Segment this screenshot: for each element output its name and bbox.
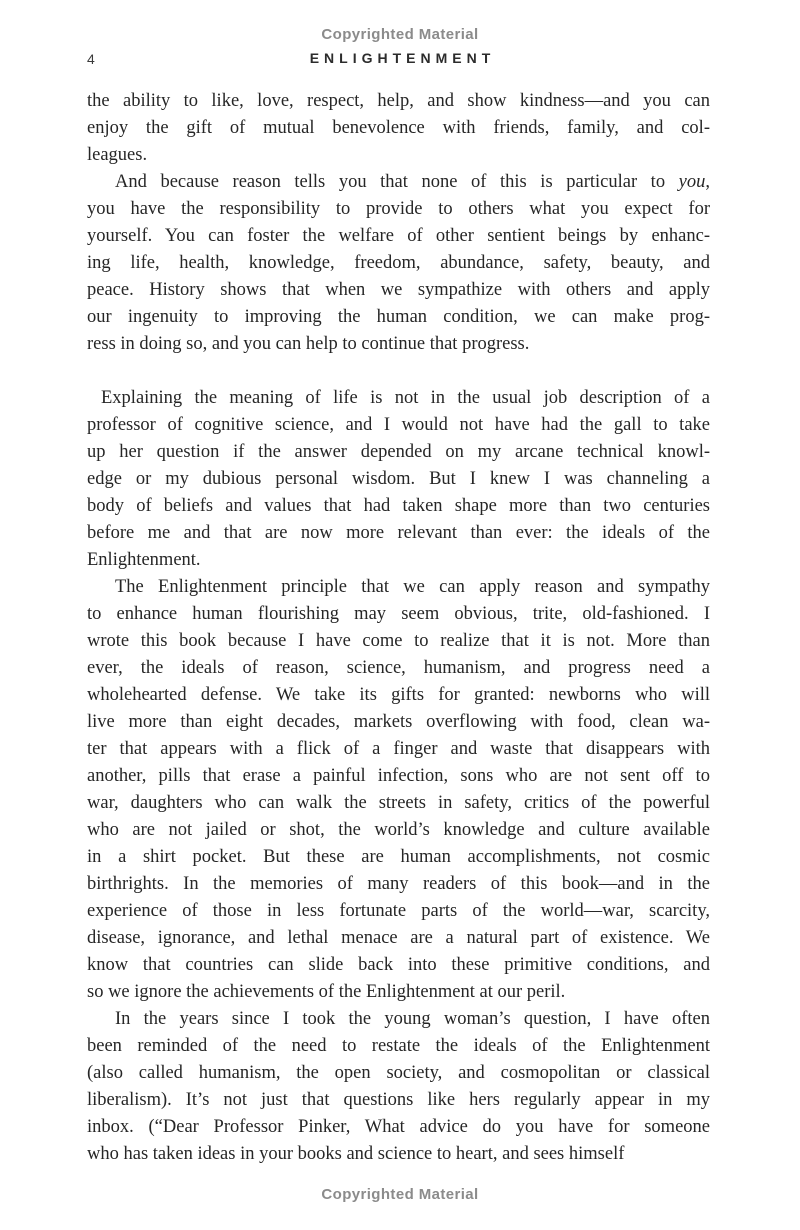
text-line: before me and that are now more relevant than ever: the ideals of the [87,523,710,543]
page-number: 4 [87,51,95,67]
text-line: up her question if the answer depended on my arcane technical knowl- [87,442,710,462]
text-line: war, daughters who can walk the streets in safety, critics of the powerful [87,793,710,813]
running-head: ENLIGHTENMENT [309,50,496,66]
text-line: ter that appears with a flick of a finger and waste that disappears with [87,739,710,759]
text-line: who has taken ideas in your books and science to heart, and sees himself [87,1144,625,1164]
text-line: In the years since I took the young woman’s question, I have often [115,1009,710,1029]
text-line: in a shirt pocket. But these are human accomplishments, not cosmic [87,847,710,867]
text-line: ing life, health, knowledge, freedom, abundance, safety, beauty, and [87,253,710,273]
text-line: know that countries can slide back into these primitive conditions, and [87,955,710,975]
copyright-notice-bottom: Copyrighted Material [321,1186,479,1203]
text-line: wrote this book because I have come to realize that it is not. More than [87,631,710,651]
text-line: The Enlightenment principle that we can apply reason and sympathy [115,577,710,597]
text-line: leagues. [87,145,148,165]
text-line: our ingenuity to improving the human condition, we can make prog- [87,307,710,327]
text-line: ever, the ideals of reason, science, humanism, and progress need a [87,658,710,678]
text-line: Explaining the meaning of life is not in the usual job description of a [101,388,710,408]
body-text [87,88,710,1168]
text-line: to enhance human flourishing may seem obvious, trite, old-fashioned. I [87,604,710,624]
text-line: the ability to like, love, respect, help, and show kindness—and you can [87,91,710,111]
text-line: enjoy the gift of mutual benevolence with friends, family, and col- [87,118,710,138]
text-line: birthrights. In the memories of many readers of this book—and in the [87,874,710,894]
text-line: yourself. You can foster the welfare of other sentient beings by enhanc- [87,226,710,246]
page-header [0,50,800,68]
paragraph [87,385,710,574]
text-line: another, pills that erase a painful infection, sons who are not sent off to [87,766,710,786]
text-line: (also called humanism, the open society, and cosmopolitan or classical [87,1063,710,1083]
text-line: ress in doing so, and you can help to continue that progress. [87,334,530,354]
text-line: edge or my dubious personal wisdom. But I knew I was channeling a [87,469,710,489]
text-line: you have the responsibility to provide to others what you expect for [87,199,710,219]
text-line: been reminded of the need to restate the ideals of the Enlightenment [87,1036,710,1056]
text-line: experience of those in less fortunate parts of the world—war, scarcity, [87,901,710,921]
text-line [87,169,710,196]
text-line: who are not jailed or shot, the world’s knowledge and culture available [87,820,710,840]
text-segment: And because reason tells you that none of this is particular to [115,172,679,192]
text-line: peace. History shows that when we sympathize with others and apply [87,280,710,300]
paragraph [87,169,710,358]
text-line: live more than eight decades, markets overflowing with food, clean wa- [87,712,710,732]
paragraph [87,574,710,1006]
paragraph [87,1006,710,1168]
text-line: wholehearted defense. We take its gifts for granted: newborns who will [87,685,710,705]
text-line: so we ignore the achievements of the Enlightenment at our peril. [87,982,566,1002]
text-line: liberalism). It’s not just that questions like hers regularly appear in my [87,1090,710,1110]
text-segment: , [705,172,710,192]
text-line: body of beliefs and values that had taken shape more than two centuries [87,496,710,516]
paragraph [87,88,710,169]
italic-text: you [678,172,706,192]
text-line: professor of cognitive science, and I would not have had the gall to take [87,415,710,435]
text-line: Enlightenment. [87,550,201,570]
copyright-notice-top: Copyrighted Material [321,26,479,43]
text-line: disease, ignorance, and lethal menace are a natural part of existence. We [87,928,710,948]
text-line: inbox. (“Dear Professor Pinker, What advice do you have for someone [87,1117,710,1137]
